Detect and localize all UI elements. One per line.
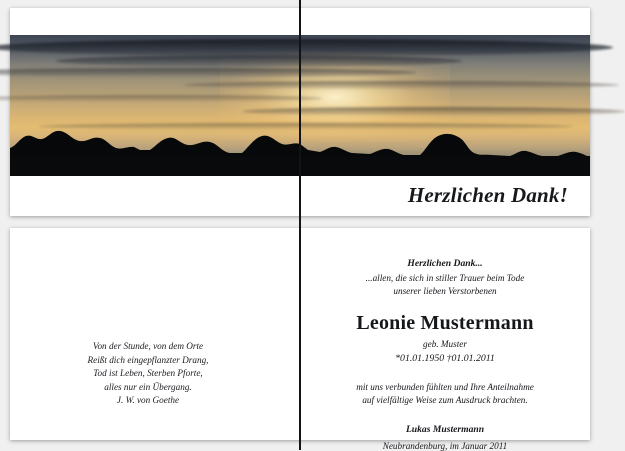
card-fold-line-bottom [299, 224, 301, 450]
poem-line: alles nur ein Übergang. [104, 381, 192, 392]
place-and-date: Neubrandenburg, im Januar 2011 [382, 441, 508, 451]
cloud-band [56, 55, 462, 67]
poem-author: J. W. von Goethe [116, 395, 180, 406]
card-fold-line-top [299, 0, 301, 224]
thanks-line: ...allen, die sich in stiller Trauer beim Tode [365, 273, 525, 283]
poem-line: Tod ist Leben, Sterben Pforte, [93, 368, 203, 379]
cloud-band [184, 81, 619, 89]
birth-death-dates: *01.01.1950 †01.01.2011 [395, 353, 495, 364]
inside-right-page [300, 228, 590, 451]
inside-left-page [10, 228, 300, 440]
deceased-name: Leonie Mustermann [356, 312, 534, 334]
front-thanks-headline: Herzlichen Dank! [407, 183, 568, 207]
message-line: auf vielfältige Weise zum Ausdruck brachten. [362, 395, 528, 405]
inside-thanks-headline: Herzlichen Dank... [407, 258, 483, 269]
message-block [300, 381, 590, 407]
maiden-name: geb. Muster [423, 339, 467, 349]
cloud-band [0, 39, 613, 56]
thanks-line: unserer lieben Verstorbenen [393, 286, 497, 296]
poem-block [10, 340, 286, 408]
memorial-text-block [300, 258, 590, 451]
message-line: mit uns verbunden fühlten und Ihre Anteilnahme [356, 382, 534, 392]
signer-name: Lukas Mustermann [405, 424, 485, 435]
poem-line: Von der Stunde, von dem Orte [92, 341, 204, 351]
poem-line: Reißt dich eingepflanzter Drang, [87, 354, 209, 365]
